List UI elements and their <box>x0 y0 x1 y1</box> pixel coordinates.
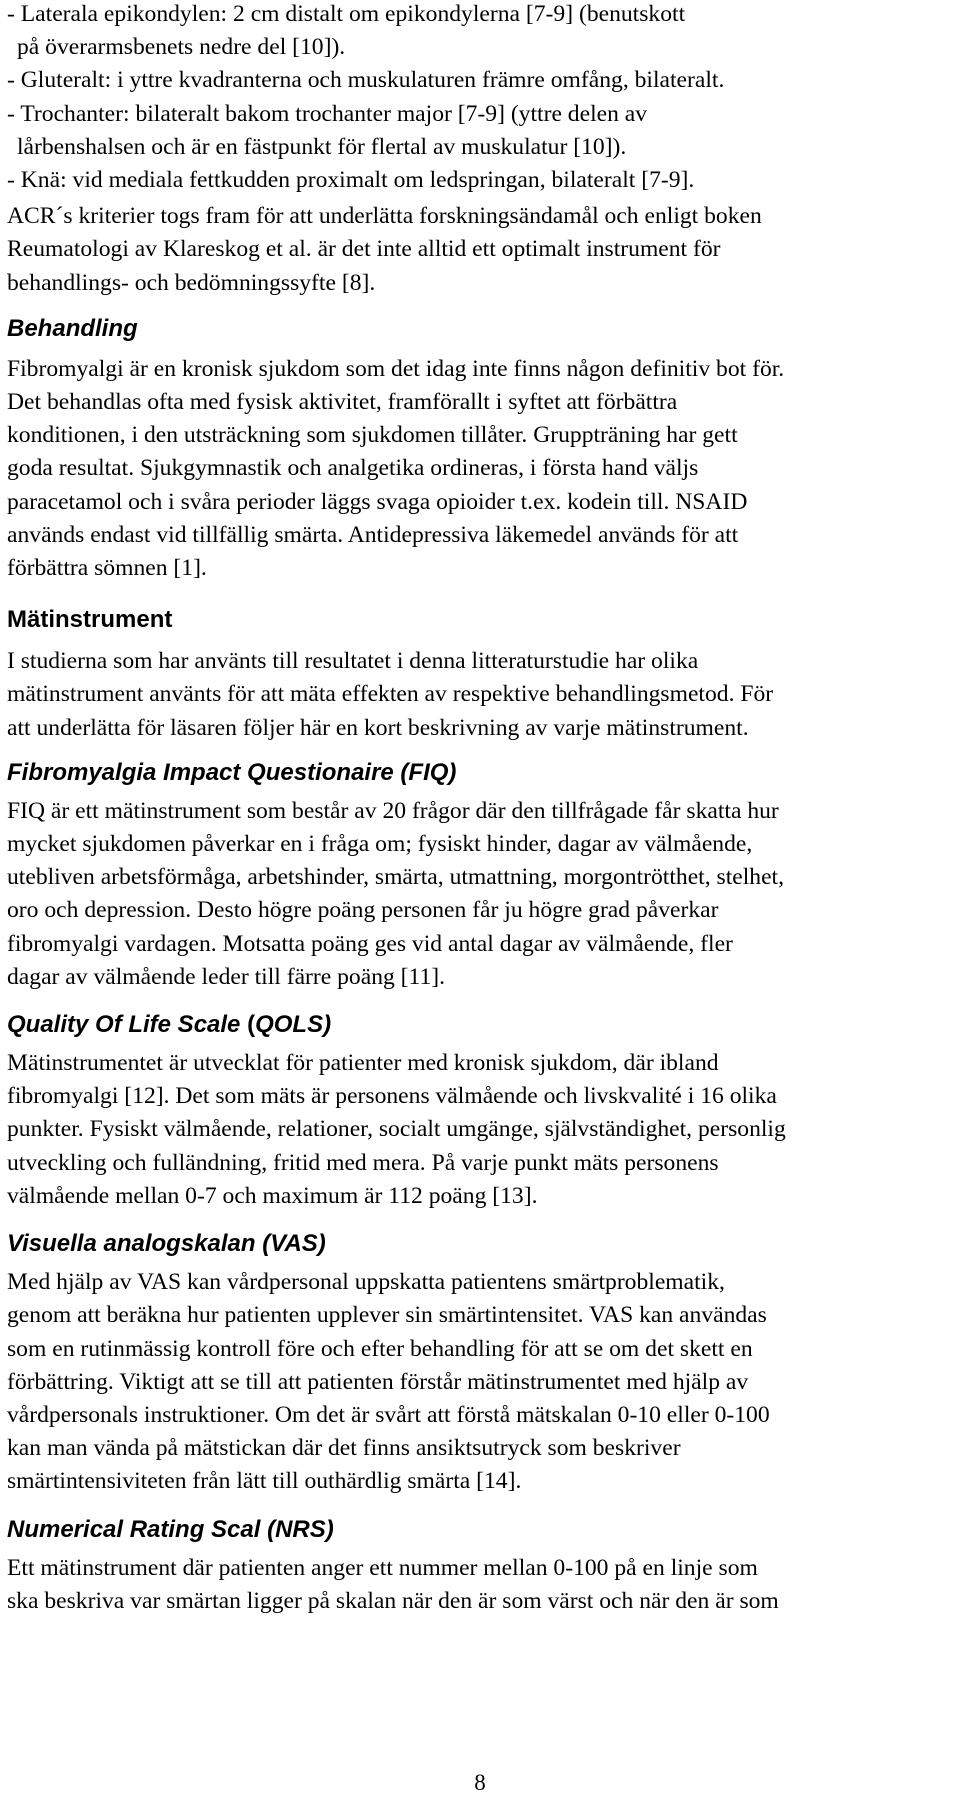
fiq-paragraph <box>7 795 955 994</box>
paragraph-line: FIQ är ett mätinstrument som består av 20 frågor där den tillfrågade får skatta hur <box>7 797 779 824</box>
paragraph-line: mycket sjukdomen påverkar en i fråga om; fysiskt hinder, dagar av välmående, <box>7 831 753 858</box>
list-item: - Knä: vid mediala fettkudden proximalt om ledspringan, bilateralt [7-9]. <box>7 167 695 194</box>
paragraph-line: förbättra sömnen [1]. <box>7 555 207 582</box>
tender-point-list <box>7 0 955 197</box>
nrs-paragraph <box>7 1552 955 1618</box>
list-item: - Trochanter: bilateralt bakom trochanter major [7-9] (yttre delen av <box>7 100 648 127</box>
paragraph-line: paracetamol och i svåra perioder läggs svaga opioider t.ex. kodein till. NSAID <box>7 488 748 515</box>
paragraph-line: Reumatologi av Klareskog et al. är det inte alltid ett optimalt instrument för <box>7 236 721 263</box>
paragraph-line: fibromyalgi vardagen. Motsatta poäng ges vid antal dagar av välmående, fler <box>7 930 733 957</box>
paragraph-line: dagar av välmående leder till färre poäng [11]. <box>7 963 446 990</box>
section-heading-vas: Visuella analogskalan (VAS) <box>7 1230 326 1258</box>
section-heading-matinstrument: Mätinstrument <box>7 606 173 634</box>
qols-heading-abbr: QOLS) <box>255 1011 332 1039</box>
paragraph-line: genom att beräkna hur patienten upplever sin smärtintensitet. VAS kan användas <box>7 1302 767 1329</box>
behandling-paragraph <box>7 353 955 585</box>
paragraph-line: ska beskriva var smärtan ligger på skalan när den är som värst och när den är som <box>7 1587 779 1614</box>
paragraph-line: välmående mellan 0-7 och maximum är 112 poäng [13]. <box>7 1182 538 1209</box>
list-item: lårbenshalsen och är en fästpunkt för flertal av muskulatur [10]). <box>17 133 627 160</box>
list-item: - Gluteralt: i yttre kvadranterna och muskulaturen främre omfång, bilateralt. <box>7 67 725 94</box>
qols-heading-text: Quality Of Life Scale <box>7 1011 248 1039</box>
paragraph-line: Med hjälp av VAS kan vårdpersonal uppskatta patientens smärtproblematik, <box>7 1269 725 1296</box>
list-item: på överarmsbenets nedre del [10]). <box>17 34 346 61</box>
paragraph-line: kan man vända på mätstickan där det finns ansiktsutryck som beskriver <box>7 1435 681 1462</box>
vas-paragraph <box>7 1266 955 1498</box>
acr-paragraph <box>7 200 955 300</box>
paragraph-line: Fibromyalgi är en kronisk sjukdom som det idag inte finns någon definitiv bot för. <box>7 355 785 382</box>
paragraph-line: Mätinstrumentet är utvecklat för patienter med kronisk sjukdom, där ibland <box>7 1050 719 1077</box>
section-heading-behandling: Behandling <box>7 314 138 342</box>
page-number: 8 <box>474 1770 486 1795</box>
paragraph-line: ACR´s kriterier togs fram för att underlätta forskningsändamål och enligt boken <box>7 203 762 230</box>
paragraph-line: behandlings- och bedömningssyfte [8]. <box>7 269 376 296</box>
qols-paragraph <box>7 1047 955 1213</box>
paragraph-line: Ett mätinstrument där patienten anger ett nummer mellan 0-100 på en linje som <box>7 1554 758 1581</box>
paragraph-line: goda resultat. Sjukgymnastik och analgetika ordineras, i första hand väljs <box>7 455 699 482</box>
paragraph-line: punkter. Fysiskt välmående, relationer, socialt umgänge, självständighet, personlig <box>7 1116 786 1143</box>
paragraph-line: I studierna som har använts till resultatet i denna litteraturstudie har olika <box>7 648 699 675</box>
section-heading-nrs: Numerical Rating Scal (NRS) <box>7 1515 334 1543</box>
section-heading-qols <box>7 1008 955 1042</box>
paragraph-line: att underlätta för läsaren följer här en kort beskrivning av varje mätinstrument. <box>7 714 749 741</box>
list-item: - Laterala epikondylen: 2 cm distalt om epikondylerna [7-9] (benutskott <box>7 1 686 27</box>
paragraph-line: förbättring. Viktigt att se till att patienten förstår mätinstrumentet med hjälp av <box>7 1368 749 1395</box>
paragraph-line: används endast vid tillfällig smärta. Antidepressiva läkemedel används för att <box>7 521 739 548</box>
document-page <box>7 0 955 1618</box>
paragraph-line: oro och depression. Desto högre poäng personen får ju högre grad påverkar <box>7 897 719 924</box>
paragraph-line: konditionen, i den utsträckning som sjukdomen tillåter. Gruppträning har gett <box>7 422 738 449</box>
matinstrument-paragraph <box>7 645 955 745</box>
paragraph-line: fibromyalgi [12]. Det som mäts är personens välmående och livskvalité i 16 olika <box>7 1083 777 1110</box>
paragraph-line: utebliven arbetsförmåga, arbetshinder, smärta, utmattning, morgontrötthet, stelhet, <box>7 864 785 891</box>
paragraph-line: utveckling och fulländning, fritid med mera. På varje punkt mäts personens <box>7 1149 719 1176</box>
qols-heading-paren: ( <box>247 1011 256 1039</box>
paragraph-line: som en rutinmässig kontroll före och efter behandling för att se om det skett en <box>7 1335 753 1362</box>
paragraph-line: Det behandlas ofta med fysisk aktivitet, framförallt i syftet att förbättra <box>7 389 678 416</box>
paragraph-line: vårdpersonals instruktioner. Om det är svårt att förstå mätskalan 0-10 eller 0-100 <box>7 1401 770 1428</box>
section-heading-fiq: Fibromyalgia Impact Questionaire (FIQ) <box>7 758 457 786</box>
paragraph-line: smärtintensiviteten från lätt till outhärdlig smärta [14]. <box>7 1468 522 1495</box>
paragraph-line: mätinstrument använts för att mäta effekten av respektive behandlingsmetod. För <box>7 681 774 708</box>
